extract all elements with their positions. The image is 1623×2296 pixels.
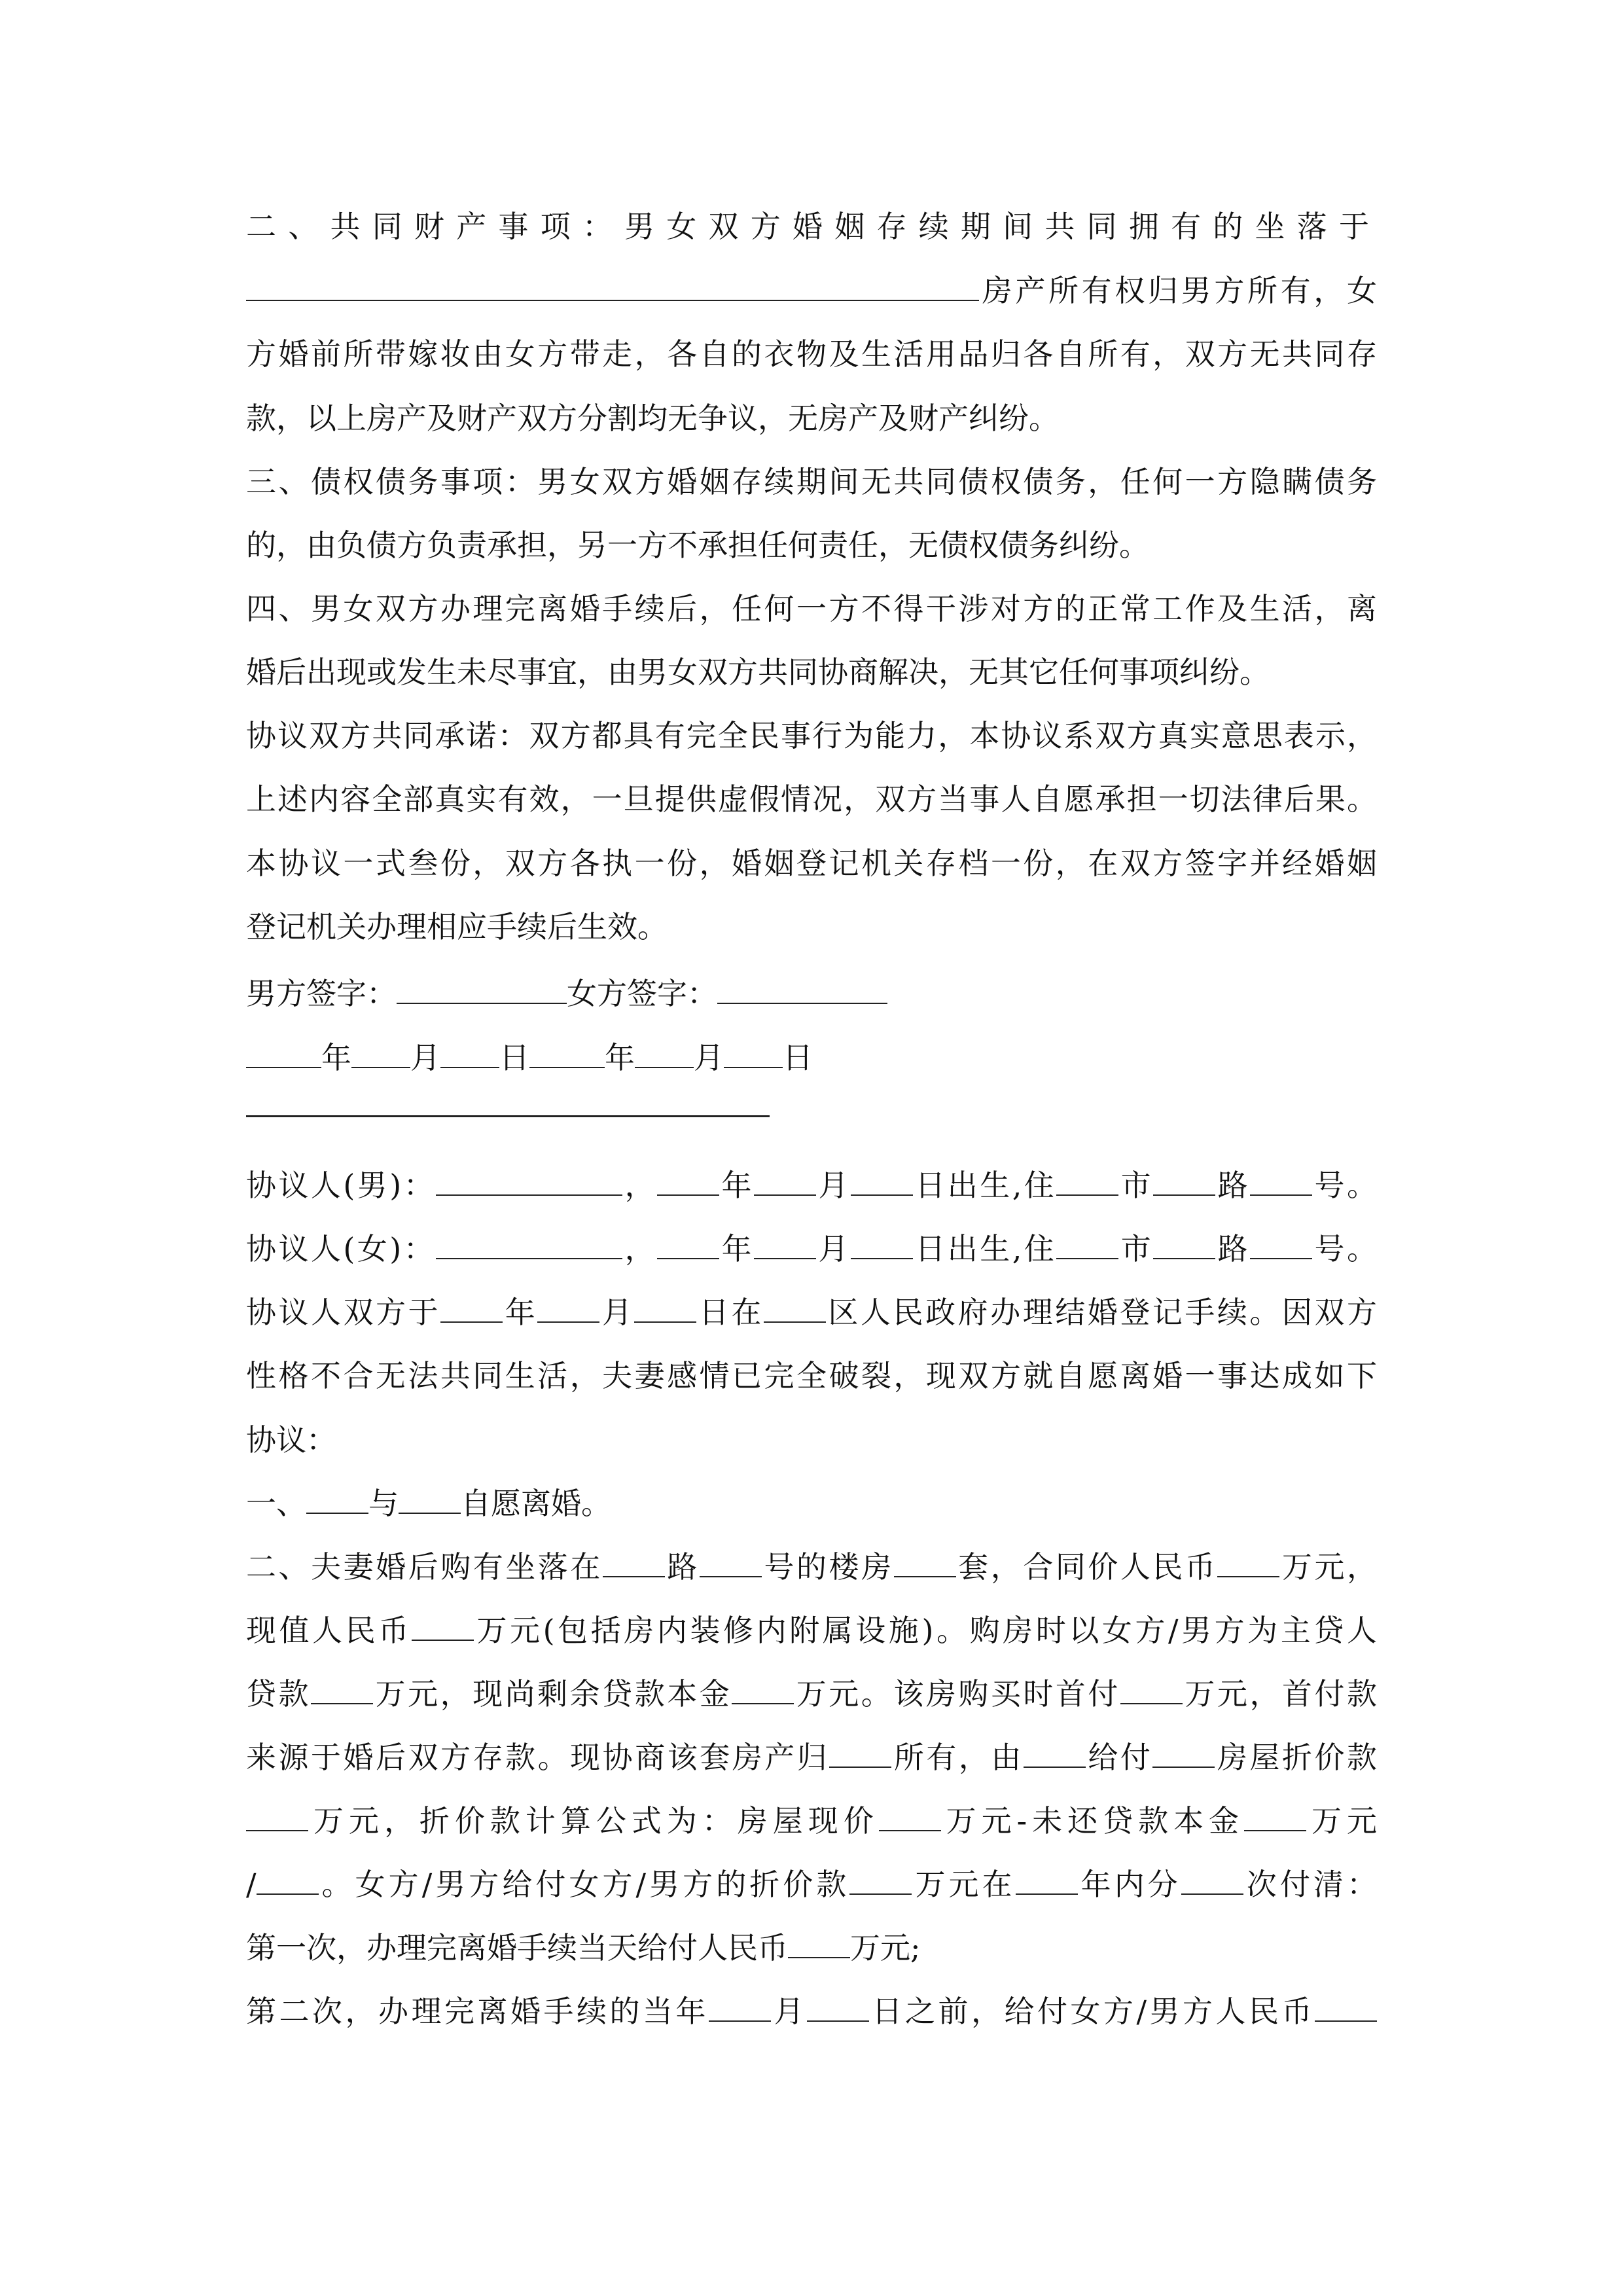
section2-line4: 款，以上房产及财产双方分割均无争议，无房产及财产纠纷。 <box>246 401 1059 436</box>
blank-field[interactable] <box>246 271 979 301</box>
section3-line1: 三、债权债务事项：男女双方婚姻存续期间无共同债权债务，任何一方隐瞒债务 <box>246 464 1377 499</box>
section2-line2: 房产所有权归男方所有，女 <box>246 271 1377 310</box>
item2-line5: 万元，折价款计算公式为：房屋现价 万元-未还贷款本金 万元 <box>246 1801 1377 1840</box>
section2-line3: 方婚前所带嫁妆由女方带走，各自的衣物及生活用品归各自所有，双方无共同存 <box>246 336 1377 372</box>
signature-date-line: 年 月 日 年 月 日 <box>246 1038 813 1077</box>
promise-line4: 登记机关办理相应手续后生效。 <box>246 909 668 944</box>
section2-line1: 二、共同财产事项：男女双方婚姻存续期间共同拥有的坐落于 <box>246 209 1377 244</box>
female-signature-field[interactable] <box>717 974 887 1004</box>
promise-line2: 上述内容全部真实有效，一旦提供虚假情况，双方当事人自愿承担一切法律后果。 <box>246 781 1377 817</box>
item1-line: 一、 与 自愿离婚。 <box>246 1484 611 1523</box>
item2-line6: / 。女方/男方给付女方/男方的折价款 万元在 年内分 次付清： <box>246 1865 1377 1904</box>
payment1-line: 第一次，办理完离婚手续当天给付人民币 万元; <box>246 1928 921 1967</box>
payment2-line: 第二次，办理完离婚手续的当年 月 日之前，给付女方/男方人民币 <box>246 1992 1377 2031</box>
item2-line3: 贷款 万元，现尚剩余贷款本金 万元。该房购买时首付 万元，首付款 <box>246 1674 1377 1713</box>
section4-line2: 婚后出现或发生未尽事宜，由男女双方共同协商解决，无其它任何事项纠纷。 <box>246 655 1270 690</box>
signature-line: 男方签字： 女方签字： <box>246 974 887 1013</box>
intro-line1: 协议人双方于 年 月 日在 区人民政府办理结婚登记手续。因双方 <box>246 1293 1377 1332</box>
item2-line2: 现值人民币 万元(包括房内装修内附属设施)。购房时以女方/男方为主贷人 <box>246 1611 1377 1650</box>
intro-line3: 协议： <box>246 1422 336 1458</box>
section3-line2: 的，由负债方负责承担，另一方不承担任何责任，无债权债务纠纷。 <box>246 528 1149 563</box>
divider <box>246 1115 770 1117</box>
item2-line4: 来源于婚后双方存款。现协商该套房产归 所有，由 给付 房屋折价款 <box>246 1738 1377 1777</box>
promise-line1: 协议双方共同承诺：双方都具有完全民事行为能力，本协议系双方真实意思表示， <box>246 718 1377 753</box>
party-male-line: 协议人(男)： ， 年 月 日出生,住 市 路 号。 <box>246 1166 1377 1205</box>
party-female-line: 协议人(女)： ， 年 月 日出生,住 市 路 号。 <box>246 1229 1377 1268</box>
promise-line3: 本协议一式叁份，双方各执一份，婚姻登记机关存档一份，在双方签字并经婚姻 <box>246 846 1377 881</box>
male-signature-field[interactable] <box>397 974 567 1004</box>
section4-line1: 四、男女双方办理完离婚手续后，任何一方不得干涉对方的正常工作及生活，离 <box>246 591 1377 626</box>
intro-line2: 性格不合无法共同生活，夫妻感情已完全破裂，现双方就自愿离婚一事达成如下 <box>246 1358 1377 1393</box>
item2-line1: 二、夫妻婚后购有坐落在 路 号的楼房 套，合同价人民币 万元， <box>246 1547 1377 1587</box>
